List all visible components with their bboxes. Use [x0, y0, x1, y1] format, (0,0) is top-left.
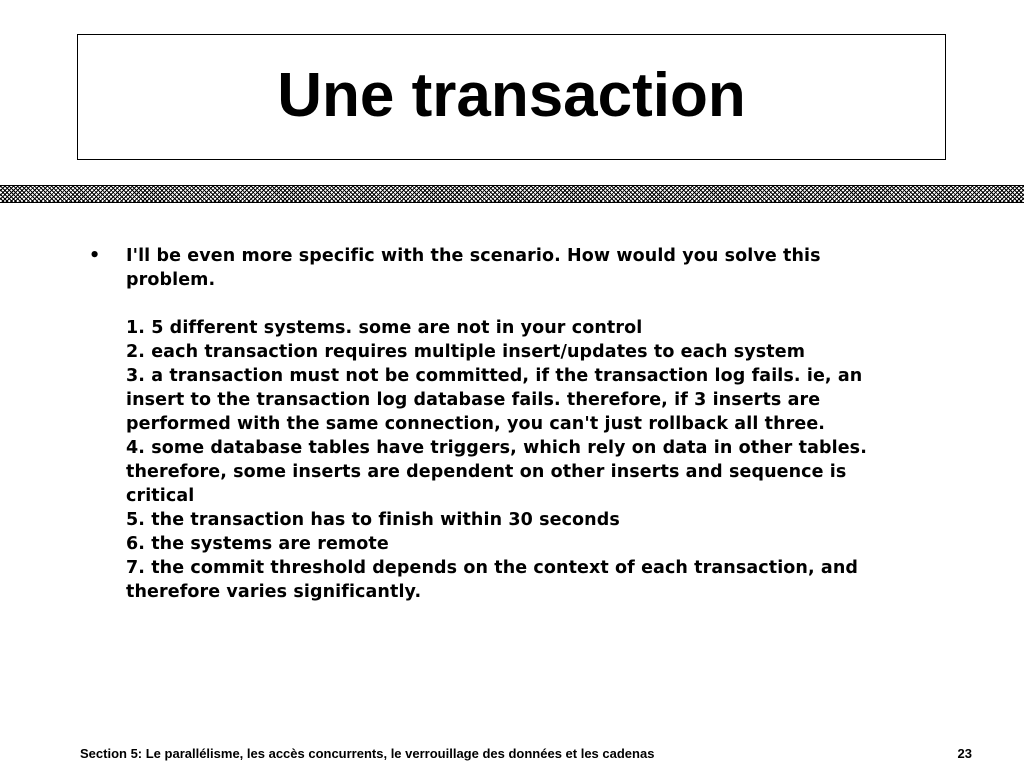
slide-title: Une transaction — [277, 61, 746, 130]
decorative-hatch-divider — [0, 185, 1024, 203]
intro-line: I'll be even more specific with the scenario. How would you solve this — [126, 246, 821, 266]
list-line: critical — [126, 486, 195, 506]
title-box — [77, 34, 946, 160]
list-line: 5. the transaction has to finish within 30 seconds — [126, 510, 620, 530]
bullet-marker: • — [89, 246, 101, 266]
page-number: 23 — [957, 746, 972, 761]
blank-line — [126, 292, 946, 316]
bullet-item — [86, 244, 946, 604]
list-line: 1. 5 different systems. some are not in your control — [126, 318, 643, 338]
list-line: 6. the systems are remote — [126, 534, 389, 554]
list-line: 2. each transaction requires multiple insert/updates to each system — [126, 342, 806, 362]
list-line: therefore, some inserts are dependent on other inserts and sequence is — [126, 462, 847, 482]
list-line: insert to the transaction log database fails. therefore, if 3 inserts are — [126, 390, 821, 410]
list-line: performed with the same connection, you can't just rollback all three. — [126, 414, 826, 434]
list-line: 7. the commit threshold depends on the context of each transaction, and — [126, 558, 859, 578]
bullet-text — [126, 244, 946, 604]
footer-section-label: Section 5: Le parallélisme, les accès concurrents, le verrouillage des données et les cadenas — [80, 746, 655, 761]
slide-footer — [80, 746, 972, 762]
list-line: 3. a transaction must not be committed, if the transaction log fails. ie, an — [126, 366, 863, 386]
list-line: 4. some database tables have triggers, which rely on data in other tables. — [126, 438, 867, 458]
intro-line: problem. — [126, 270, 216, 290]
slide-content — [86, 244, 946, 604]
list-line: therefore varies significantly. — [126, 582, 422, 602]
